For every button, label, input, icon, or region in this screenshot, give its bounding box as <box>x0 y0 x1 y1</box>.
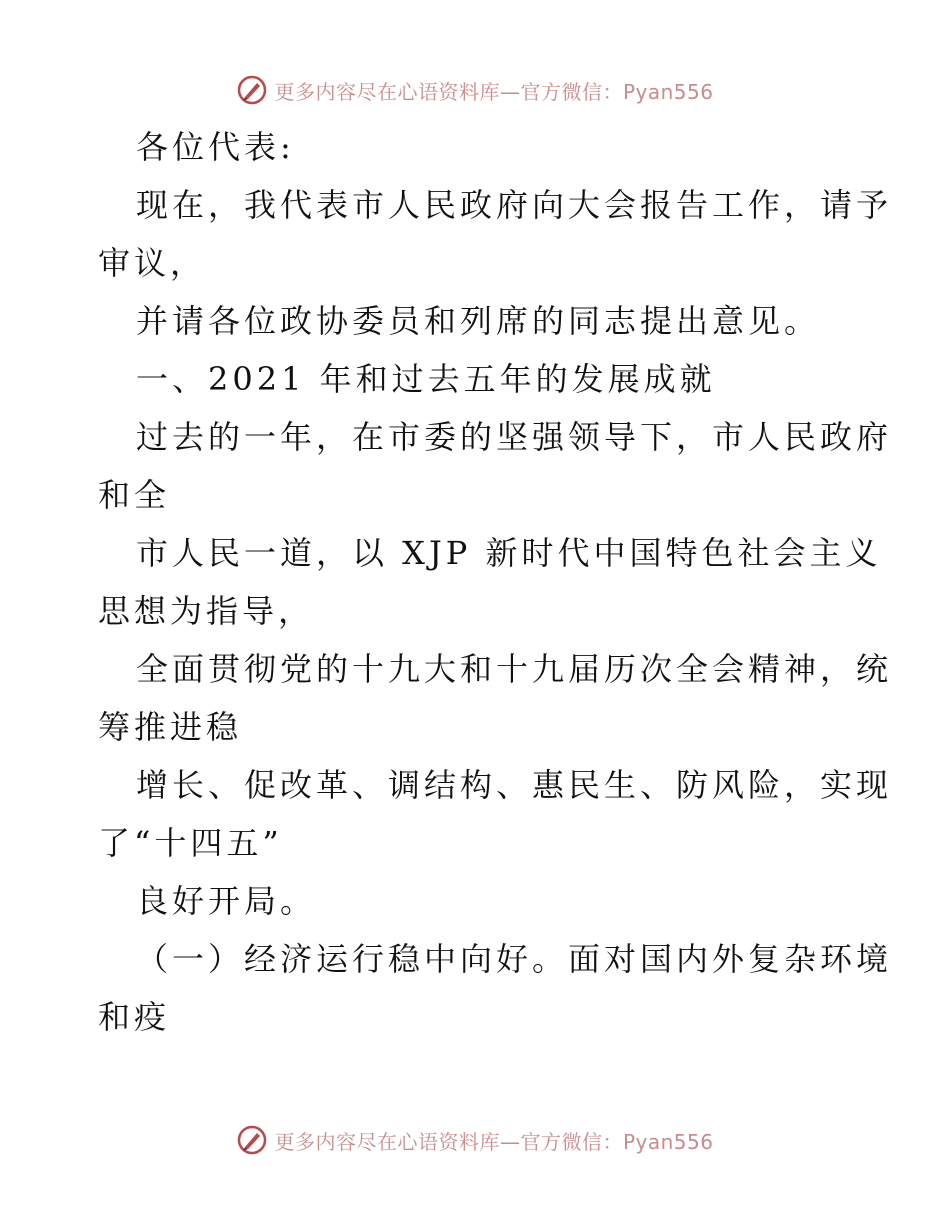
text-line: 并请各位政协委员和列席的同志提出意见。 <box>136 302 821 340</box>
text-line: （一）经济运行稳中向好。面对国内外复杂环境 <box>136 940 893 978</box>
text-line: 和全 <box>98 476 171 514</box>
document-body <box>98 118 893 1046</box>
text-line: 一、2021 年和过去五年的发展成就 <box>136 360 716 398</box>
text-line: 良好开局。 <box>136 882 317 920</box>
text-line: 全面贯彻党的十九大和十九届历次全会精神，统 <box>136 650 893 688</box>
header-banner <box>0 70 950 110</box>
footer-banner <box>0 1120 950 1160</box>
text-line: 了“十四五” <box>98 824 283 862</box>
text-line: 现在，我代表市人民政府向大会报告工作，请予 <box>136 186 893 224</box>
pen-logo-icon <box>236 1124 268 1156</box>
text-line: 增长、促改革、调结构、惠民生、防风险，实现 <box>136 766 893 804</box>
header-banner-text: 更多内容尽在心语资料库—官方微信：Pyan556 <box>274 79 714 104</box>
footer-banner-text: 更多内容尽在心语资料库—官方微信：Pyan556 <box>274 1129 714 1154</box>
text-line: 审议， <box>98 244 207 282</box>
text-line: 和疫 <box>98 998 171 1036</box>
pen-logo-icon <box>236 74 268 106</box>
text-line: 过去的一年，在市委的坚强领导下，市人民政府 <box>136 418 893 456</box>
text-line: 筹推进稳 <box>98 708 243 746</box>
text-line: 市人民一道，以 XJP 新时代中国特色社会主义 <box>136 534 882 572</box>
text-line: 思想为指导， <box>98 592 315 630</box>
text-line: 各位代表: <box>136 128 295 166</box>
